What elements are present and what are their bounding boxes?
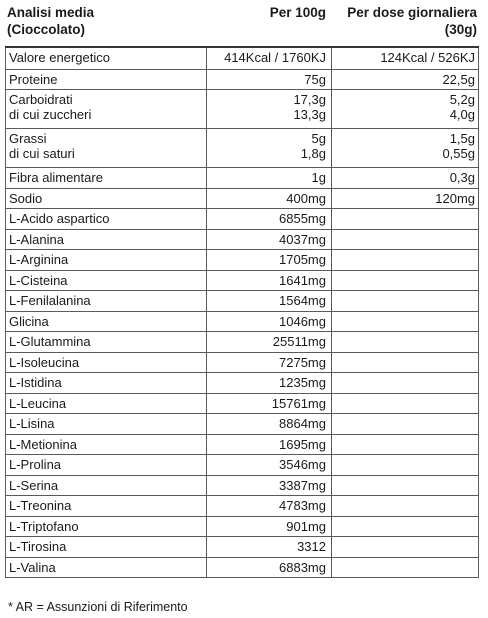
nutrient-name: L-Triptofano [9,518,79,534]
value-per-100g: 1,8g [300,146,326,161]
value-daily-dose-cell [331,414,478,434]
nutrient-name: L-Leucina [9,395,67,411]
value-per-100g-cell [206,435,331,455]
value-per-100g: 1564mg [279,293,326,308]
value-daily-dose-cell [331,90,478,128]
value-per-100g: 5g [311,131,326,146]
value-daily-dose: 0,3g [449,170,475,185]
value-daily-dose-cell [331,209,478,229]
table-row [6,69,478,90]
nutrient-name-cell [6,271,206,291]
table-row [6,331,478,352]
nutrient-name: L-Metionina [9,436,77,452]
nutrient-name-cell [6,168,206,188]
table-header [5,4,479,48]
nutrient-name: Valore energetico [9,50,110,65]
nutrient-name: L-Acido aspartico [9,211,110,226]
value-per-100g-cell [206,189,331,209]
nutrient-name: L-Valina [9,559,56,575]
nutrient-name: di cui zuccheri [9,107,92,122]
value-per-100g-cell [206,90,331,128]
value-per-100g: 400mg [286,190,326,206]
table-row [6,208,478,229]
header-analysis-line: (Cioccolato) [7,22,86,37]
table-row [6,128,478,167]
header-analysis-line: Analisi media [7,5,95,20]
value-per-100g-cell [206,353,331,373]
value-per-100g: 1641mg [279,272,326,288]
nutrient-name-cell [6,312,206,332]
table-row [6,249,478,270]
nutrient-name-cell [6,558,206,578]
table-row [6,454,478,475]
value-per-100g: 901mg [286,518,326,534]
nutrient-name-cell [6,435,206,455]
value-per-100g-cell [206,332,331,352]
value-daily-dose: 5,2g [449,92,475,107]
nutrient-name-cell [6,394,206,414]
value-per-100g-cell [206,517,331,537]
value-per-100g: 1235mg [279,375,326,390]
nutrient-name: Proteine [9,71,58,87]
value-daily-dose-cell [331,48,478,69]
nutrient-name-cell [6,209,206,229]
value-daily-dose: 22,5g [442,71,475,87]
table-row [6,536,478,557]
value-daily-dose-cell [331,455,478,475]
nutrition-table-container [5,4,479,578]
nutrient-name: L-Istidina [9,375,62,390]
nutrient-name: L-Lisina [9,416,55,431]
value-per-100g-cell [206,230,331,250]
table-body [5,48,479,578]
header-daily-dose-line: (30g) [444,22,477,37]
nutrient-name-cell [6,476,206,496]
nutrient-name-cell [6,291,206,311]
value-per-100g-cell [206,394,331,414]
nutrient-name-cell [6,353,206,373]
value-per-100g-cell [206,496,331,516]
value-daily-dose-cell [331,373,478,393]
value-per-100g-cell [206,373,331,393]
nutrient-name: L-Arginina [9,252,69,267]
value-per-100g-cell [206,312,331,332]
table-row [6,352,478,373]
value-per-100g: 3312 [297,539,326,554]
value-per-100g: 1695mg [279,436,326,452]
nutrient-name-cell [6,90,206,128]
value-per-100g-cell [206,558,331,578]
value-daily-dose-cell [331,537,478,557]
value-per-100g: 1705mg [279,252,326,267]
value-per-100g-cell [206,414,331,434]
table-row [6,516,478,537]
nutrient-name: L-Serina [9,477,59,493]
value-daily-dose: 124Kcal / 526KJ [380,50,475,65]
header-per-100g-line: Per 100g [269,5,326,20]
table-row [6,270,478,291]
nutrient-name: di cui saturi [9,146,75,161]
nutrient-name: Fibra alimentare [9,170,103,185]
table-row [6,495,478,516]
table-row [6,413,478,434]
value-per-100g-cell [206,70,331,90]
nutrient-name: Carboidrati [9,92,73,107]
value-per-100g: 6855mg [279,211,326,226]
value-per-100g: 17,3g [293,92,326,107]
nutrient-name-cell [6,332,206,352]
nutrient-name-cell [6,48,206,69]
table-row [6,290,478,311]
value-daily-dose-cell [331,332,478,352]
value-daily-dose-cell [331,476,478,496]
nutrient-name-cell [6,496,206,516]
value-per-100g-cell [206,271,331,291]
value-per-100g-cell [206,455,331,475]
value-daily-dose-cell [331,291,478,311]
nutrient-name-cell [6,129,206,167]
value-daily-dose-cell [331,250,478,270]
value-per-100g-cell [206,129,331,167]
value-daily-dose-cell [331,558,478,578]
header-daily-dose [331,4,479,46]
nutrient-name: L-Glutammina [9,334,91,349]
value-per-100g: 3387mg [279,477,326,493]
nutrient-name-cell [6,537,206,557]
nutrient-name-cell [6,373,206,393]
nutrient-name: L-Tirosina [9,539,67,554]
nutrient-name: L-Fenilalanina [9,293,91,308]
value-per-100g-cell [206,476,331,496]
value-daily-dose-cell [331,230,478,250]
value-per-100g-cell [206,48,331,69]
value-daily-dose-cell [331,271,478,291]
value-per-100g: 13,3g [293,107,326,122]
nutrient-name: Sodio [9,190,43,206]
value-per-100g-cell [206,291,331,311]
value-per-100g: 1046mg [279,313,326,329]
value-per-100g: 1g [311,170,326,185]
value-per-100g: 7275mg [279,354,326,370]
value-per-100g: 8864mg [279,416,326,431]
nutrient-name-cell [6,230,206,250]
value-daily-dose: 120mg [435,190,475,206]
value-daily-dose-cell [331,496,478,516]
nutrient-name: L-Cisteina [9,272,68,288]
nutrient-name: Glicina [9,313,49,329]
value-per-100g-cell [206,209,331,229]
table-row [6,229,478,250]
value-per-100g-cell [206,537,331,557]
value-per-100g-cell [206,250,331,270]
nutrient-name: L-Isoleucina [9,354,80,370]
table-row [6,311,478,332]
value-per-100g: 4037mg [279,231,326,247]
value-daily-dose-cell [331,517,478,537]
table-row [6,475,478,496]
value-daily-dose: 0,55g [442,146,475,161]
footnote: * AR = Assunzioni di Riferimento [8,600,188,614]
nutrient-name-cell [6,455,206,475]
table-row [6,48,478,69]
value-daily-dose-cell [331,129,478,167]
nutrient-name: L-Treonina [9,498,72,513]
nutrient-name-cell [6,70,206,90]
table-row [6,167,478,188]
nutrient-name-cell [6,189,206,209]
value-daily-dose-cell [331,70,478,90]
value-per-100g: 3546mg [279,457,326,472]
value-daily-dose-cell [331,394,478,414]
nutrient-name-cell [6,517,206,537]
value-daily-dose: 4,0g [449,107,475,122]
value-per-100g: 4783mg [279,498,326,513]
value-daily-dose-cell [331,189,478,209]
nutrient-name: L-Alanina [9,231,64,247]
header-analysis [5,4,206,46]
value-per-100g: 414Kcal / 1760KJ [224,50,326,65]
value-per-100g: 25511mg [272,334,326,349]
value-daily-dose-cell [331,168,478,188]
table-row [6,89,478,128]
nutrient-name: L-Prolina [9,457,62,472]
table-row [6,188,478,209]
nutrient-name: Grassi [9,131,47,146]
value-per-100g: 6883mg [279,559,326,575]
table-row [6,393,478,414]
value-daily-dose: 1,5g [449,131,475,146]
nutrient-name-cell [6,250,206,270]
table-row [6,372,478,393]
table-row [6,557,478,578]
value-per-100g: 75g [304,71,326,87]
value-daily-dose-cell [331,312,478,332]
table-row [6,434,478,455]
value-daily-dose-cell [331,353,478,373]
nutrient-name-cell [6,414,206,434]
header-per-100g [206,4,331,46]
header-daily-dose-line: Per dose giornaliera [347,5,477,20]
value-daily-dose-cell [331,435,478,455]
value-per-100g: 15761mg [271,395,326,411]
value-per-100g-cell [206,168,331,188]
